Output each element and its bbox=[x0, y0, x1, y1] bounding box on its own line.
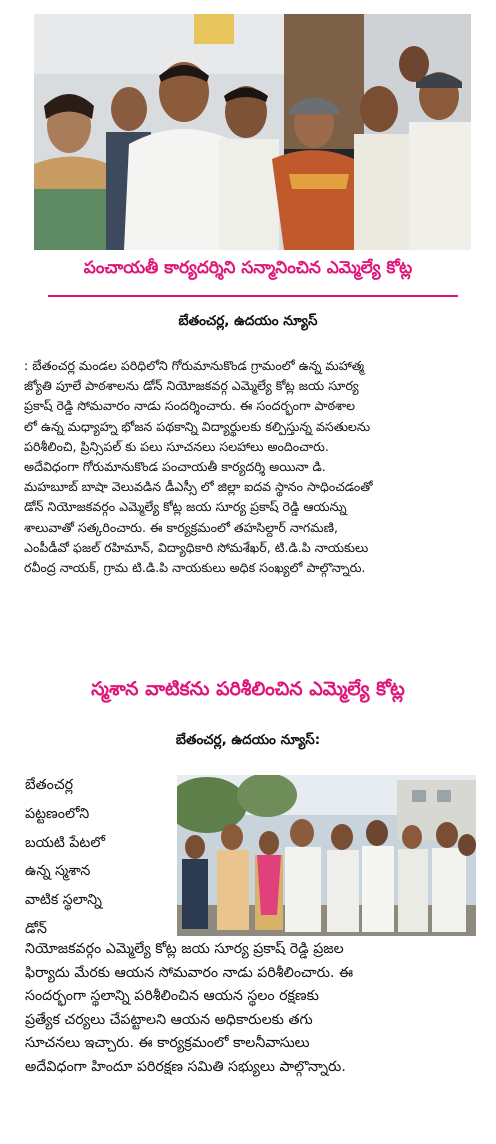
site-inspection-photo bbox=[177, 775, 476, 936]
article1-line: లో ఉన్న మధ్యాహ్న భోజన పథకాన్ని విద్యార్థులకు కల్పిస్తున్న వసతులను bbox=[24, 418, 371, 434]
article1-headline: పంచాయతీ కార్యదర్శిని సన్మానించిన ఎమ్మెల్యే కోట్ల bbox=[83, 258, 413, 278]
article2-lead-line: డోన్ bbox=[25, 920, 47, 937]
article1-line: ఎంపీడీవో ఫజల్ రహిమాన్, విద్యాధికారి సోమశేఖర్, టి.డి.పి నాయకులు bbox=[24, 539, 369, 555]
article2-lead-line: బేతంచర్ల bbox=[25, 777, 74, 793]
article1-body bbox=[24, 356, 480, 578]
article1-line: జ్యోతి పూలే పాఠశాలను డోన్ నియోజకవర్గ ఎమ్మెల్యే కోట్ల జయ సూర్య bbox=[24, 378, 359, 394]
article1-line: ప్రకాష్ రెడ్డి సోమవారం నాడు సందర్శించారు. ఈ సందర్భంగా పాఠశాల bbox=[24, 398, 356, 414]
article2-line: నియోజకవర్గం ఎమ్మెల్యే కోట్ల జయ సూర్య ప్రకాష్ రెడ్డి ప్రజల bbox=[25, 941, 344, 957]
article2-lead-line: ఉన్న స్మశాన bbox=[25, 863, 91, 880]
headline-divider bbox=[48, 295, 458, 297]
article1-line: అదేవిధంగా గోరుమానుకొండ పంచాయతీ కార్యదర్శి అయినా డి. bbox=[24, 459, 326, 475]
article2-body bbox=[25, 938, 481, 1079]
article2-lead-line: బయటి పేటలో bbox=[25, 834, 105, 851]
article2-line: అదేవిధంగా హిందూ పరిరక్షణ సమితి సభ్యులు పాల్గొన్నారు. bbox=[25, 1058, 346, 1075]
article1-line: రవీంద్ర నాయక్, గ్రామ టి.డి.పి నాయకులు అధిక సంఖ్యలో పాల్గొన్నారు. bbox=[24, 560, 366, 576]
article2-line: ఫిర్యాదు మేరకు ఆయన సోమవారం నాడు పరిశీలించారు. ఈ bbox=[25, 964, 354, 981]
article1-line: డోన్ నియోజకవర్గం ఎమ్మెల్యే కోట్ల జయ సూర్య ప్రకాష్ రెడ్డి ఆయన్ను bbox=[24, 499, 347, 515]
article1-line: పరిశీలించి, ప్రిన్సిపల్ కు పలు సూచనలు సలహాలు అందించారు. bbox=[24, 438, 329, 454]
article2-headline: స్మశాన వాటికను పరిశీలించిన ఎమ్మెల్యే కోట్ల bbox=[91, 678, 405, 700]
article2-line: సూచనలు ఇచ్చారు. ఈ కార్యక్రమంలో కాలనీవాసులు bbox=[25, 1035, 310, 1051]
article2-line: ప్రత్యేక చర్యలు చేపట్టాలని ఆయన అధికారులకు తగు bbox=[25, 1011, 313, 1028]
felicitation-photo bbox=[34, 14, 471, 250]
article2-dateline: బేతంచర్ల, ఉదయం న్యూస్: bbox=[175, 732, 321, 748]
article1-line: శాలువాతో సత్కరించారు. ఈ కార్యక్రమంలో తహసిల్దార్ నాగమణి, bbox=[24, 519, 338, 535]
article2-lead-column bbox=[25, 771, 171, 944]
article1-line: : బేతంచర్ల మండల పరిధిలోని గోరుమానుకొండ గ్రామంలో ఉన్న మహాత్మ bbox=[24, 358, 365, 373]
article2-lead-line: వాటిక స్థలాన్ని bbox=[25, 892, 102, 909]
article1-dateline: బేతంచర్ల, ఉదయం న్యూస్ bbox=[178, 313, 318, 329]
article2-lead-line: పట్టణంలోని bbox=[25, 805, 90, 822]
article1-line: మహబూబ్ బాషా వెలువడిన డీఎస్సీ లో జిల్లా ఐదవ స్థానం సాధించడంతో bbox=[24, 479, 373, 495]
article2-line: సందర్భంగా స్థలాన్ని పరిశీలించిన ఆయన స్థలం రక్షణకు bbox=[25, 988, 319, 1004]
